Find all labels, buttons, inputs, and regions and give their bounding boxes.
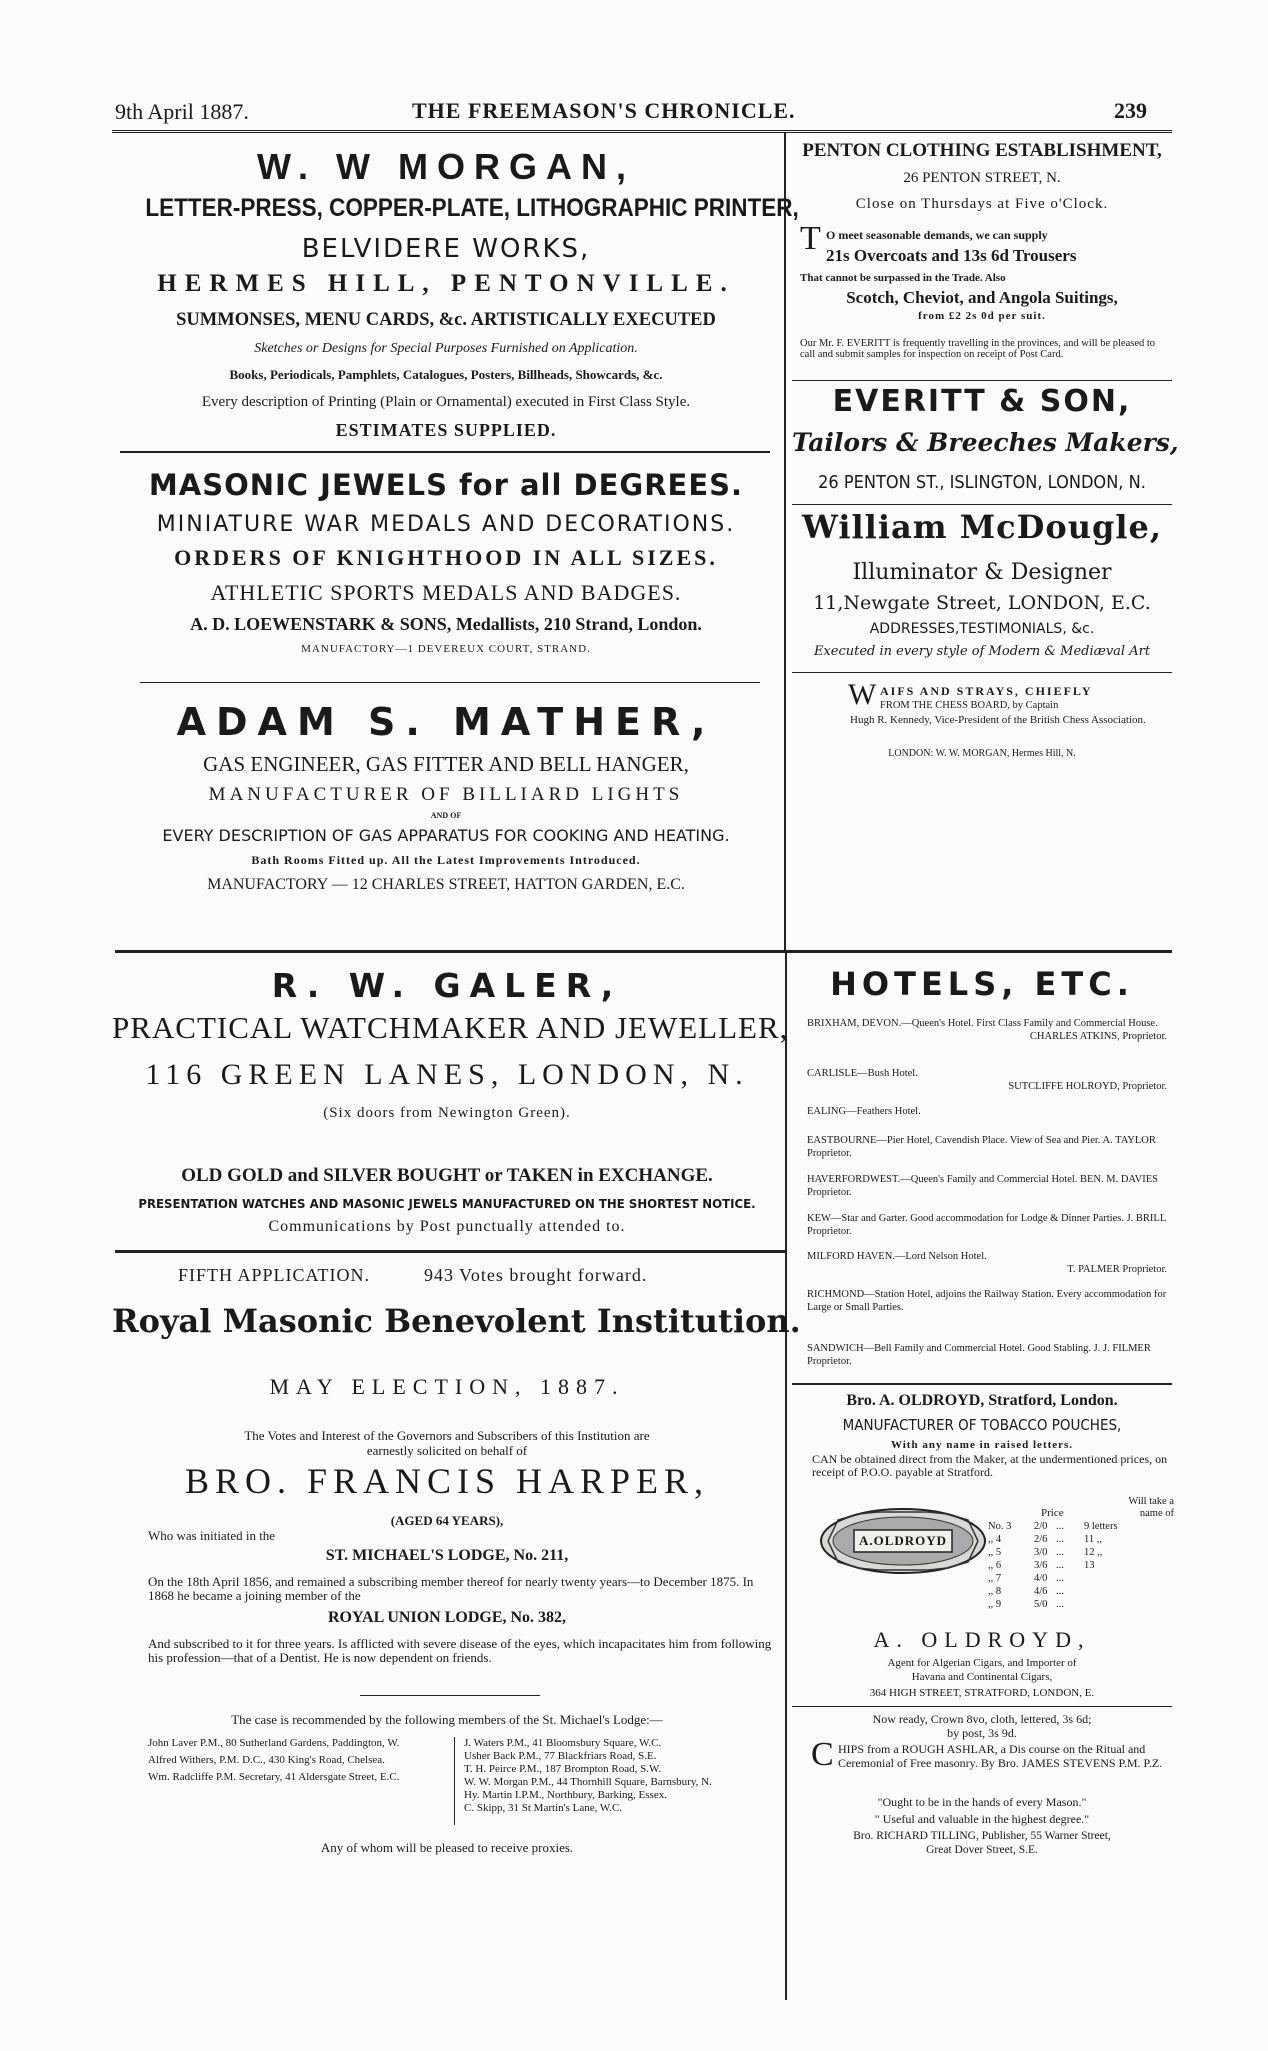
- mcdougle-address: 11,Newgate Street, LONDON, E.C.: [813, 592, 1151, 614]
- morgan-summonses: SUMMONSES, MENU CARDS, &c. ARTISTICALLY EXECUTED: [176, 310, 716, 330]
- penton-from: from £2 2s 0d per suit.: [918, 310, 1046, 322]
- chips-q1: "Ought to be in the hands of every Mason.": [877, 1795, 1087, 1809]
- oldroyd-price-label: Price: [1041, 1507, 1064, 1519]
- jewels-line1: MINIATURE WAR MEDALS AND DECORATIONS.: [156, 512, 736, 537]
- hotel-entry: HAVERFORDWEST.—Queen's Family and Commercial Hotel. BEN. M. DAVIES Proprietor.: [807, 1174, 1158, 1198]
- mather-line3: EVERY DESCRIPTION OF GAS APPARATUS FOR COOKING AND HEATING.: [162, 826, 730, 845]
- mather-line1: GAS ENGINEER, GAS FITTER AND BELL HANGER,: [203, 752, 689, 776]
- rule-election: [360, 1695, 540, 1696]
- chips-text: HIPS from a ROUGH ASHLAR, a Dis course on the Ritual and Ceremonial of Free masonry. By Bro. JAMES STEVENS P.M. P.Z.: [838, 1742, 1163, 1770]
- oldroyd-bro: Bro. A. OLDROYD, Stratford, London.: [846, 1392, 1118, 1409]
- mather-and-of: AND OF: [430, 811, 462, 820]
- penton-meet: O meet seasonable demands, we can supply: [826, 228, 1048, 242]
- election-fifth: FIFTH APPLICATION.: [178, 1265, 371, 1285]
- price-row: ,, 5 3/0 ... 12 ,,: [988, 1547, 1103, 1558]
- jewels-line5: MANUFACTORY—1 DEVEREUX COURT, STRAND.: [301, 643, 591, 655]
- hotel-entry: SANDWICH—Bell Family and Commercial Hotel. Good Stabling. J. J. FILMER Proprietor.: [807, 1343, 1151, 1367]
- hotel-entry: EASTBOURNE—Pier Hotel, Cavendish Place. View of Sea and Pier. A. TAYLOR Proprietor.: [807, 1135, 1156, 1159]
- penton-street: 26 PENTON STREET, N.: [903, 170, 1061, 186]
- price-row: No. 3 2/0 ... 9 letters: [988, 1521, 1118, 1532]
- price-row: ,, 4 2/6 ... 11 ,,: [988, 1534, 1102, 1545]
- waifs-cap: W: [848, 678, 877, 711]
- right-members-list: [464, 1737, 764, 1815]
- election-bro: BRO. FRANCIS HARPER,: [184, 1461, 710, 1501]
- jewels-line4: A. D. LOEWENSTARK & SONS, Medallists, 210 Strand, London.: [190, 614, 702, 634]
- price-row: ,, 8 4/6 ...: [988, 1586, 1064, 1597]
- oldroyd-name: A. OLDROYD,: [873, 1627, 1091, 1652]
- members-divider: [454, 1737, 455, 1825]
- hotel-entry: CARLISLE—Bush Hotel. SUTCLIFFE HOLROYD, Proprietor.: [807, 1068, 1167, 1092]
- mather-line4: Bath Rooms Fitted up. All the Latest Improvements Introduced.: [251, 853, 641, 867]
- mather-line2: MANUFACTURER OF BILLIARD LIGHTS: [208, 784, 684, 805]
- hotel-entry: MILFORD HAVEN.—Lord Nelson Hotel. T. PALMER Proprietor.: [807, 1251, 1167, 1275]
- header-rule: [112, 130, 1172, 133]
- election-lodge2: ROYAL UNION LODGE, No. 382,: [327, 1609, 567, 1626]
- galer-address: 116 GREEN LANES, LONDON, N.: [145, 1058, 749, 1091]
- morgan-sketches: Sketches or Designs for Special Purposes Furnished on Application.: [254, 341, 638, 356]
- member-right: T. H. Peirce P.M., 187 Brompton Road, S.W.: [464, 1763, 662, 1775]
- mather-name: ADAM S. MATHER,: [176, 700, 716, 744]
- election-aged: (AGED 64 YEARS),: [390, 1513, 504, 1528]
- election-may: MAY ELECTION, 1887.: [269, 1374, 625, 1399]
- waifs-line2: FROM THE CHESS BOARD, by Captain: [880, 700, 1059, 711]
- morgan-books: Books, Periodicals, Pamphlets, Catalogues, Posters, Billheads, Showcards, &c.: [229, 367, 663, 382]
- member-left: John Laver P.M., 80 Sutherland Gardens, Paddington, W.: [148, 1737, 400, 1749]
- rule-mcdougle: [792, 672, 1172, 673]
- hotel-entry: KEW—Star and Garter. Good accommodation for Lodge & Dinner Parties. J. BRILL Proprietor.: [807, 1213, 1166, 1237]
- price-table: [988, 1520, 1118, 1611]
- morgan-every: Every description of Printing (Plain or Ornamental) executed in First Class Style.: [201, 394, 691, 410]
- galer-comms: Communications by Post punctually attended to.: [268, 1218, 626, 1235]
- chips-now: Now ready, Crown 8vo, cloth, lettered, 3s 6d;: [872, 1712, 1092, 1726]
- header-page: 239: [1114, 98, 1147, 123]
- hotel-entry: RICHMOND—Station Hotel, adjoins the Railway Station. Every accommodation for Large or Small Parties.: [807, 1289, 1167, 1313]
- galer-gold: OLD GOLD and SILVER BOUGHT or TAKEN in EXCHANGE.: [181, 1165, 713, 1186]
- oldroyd-can: CAN be obtained direct from the Maker, at the undermentioned prices, on receipt of P.O.O. payable at Stratford.: [812, 1452, 1168, 1479]
- chips-cap: C: [811, 1736, 834, 1773]
- morgan-trade: LETTER-PRESS, COPPER-PLATE, LITHOGRAPHIC PRINTER,: [145, 194, 799, 222]
- oldroyd-agent: Agent for Algerian Cigars, and Importer of: [887, 1657, 1077, 1669]
- column-divider-top: [784, 132, 786, 950]
- waifs-london: LONDON: W. W. MORGAN, Hermes Hill, N.: [888, 748, 1076, 759]
- oldroyd-with: With any name in raised letters.: [890, 1439, 1074, 1451]
- election-lodge1: ST. MICHAEL'S LODGE, No. 211,: [325, 1547, 569, 1564]
- hotel-entry: EALING—Feathers Hotel.: [807, 1106, 921, 1117]
- mid-rule-left: [115, 950, 785, 953]
- everitt-tailors: Tailors & Breeches Makers,: [792, 428, 1179, 457]
- morgan-estimates: ESTIMATES SUPPLIED.: [335, 420, 557, 440]
- penton-meet-cap: T: [800, 220, 821, 257]
- rule-hotels: [792, 1383, 1172, 1385]
- waifs-line3: Hugh R. Kennedy, Vice-President of the British Chess Association.: [850, 714, 1146, 726]
- oldroyd-address: 364 HIGH STREET, STRATFORD, LONDON, E.: [869, 1687, 1095, 1699]
- penton-surpassed: That cannot be surpassed in the Trade. Also: [800, 272, 1006, 284]
- jewels-line2: ORDERS OF KNIGHTHOOD IN ALL SIZES.: [174, 545, 718, 570]
- member-left: Alfred Withers, P.M. D.C., 430 King's Road, Chelsea.: [148, 1754, 385, 1766]
- left-members-list: [148, 1737, 448, 1784]
- rule-galer: [115, 1250, 785, 1253]
- galer-trade: PRACTICAL WATCHMAKER AND JEWELLER,: [112, 1010, 789, 1045]
- mcdougle-addresses: ADDRESSES,TESTIMONIALS, &c.: [869, 621, 1095, 637]
- morgan-address: HERMES HILL, PENTONVILLE.: [157, 270, 735, 297]
- oldroyd-manufacturer: MANUFACTURER OF TOBACCO POUCHES,: [842, 1416, 1122, 1434]
- oldroyd-havana: Havana and Continental Cigars,: [911, 1671, 1053, 1683]
- jewels-line3: ATHLETIC SPORTS MEDALS AND BADGES.: [210, 580, 682, 605]
- election-votes: 943 Votes brought forward.: [424, 1265, 648, 1285]
- price-row: ,, 6 3/6 ... 13: [988, 1560, 1095, 1571]
- member-right: Usher Back P.M., 77 Blackfriars Road, S.E.: [464, 1750, 657, 1762]
- mcdougle-trade: Illuminator & Designer: [852, 560, 1112, 585]
- column-divider-bottom: [785, 950, 787, 2000]
- hotel-entry: BRIXHAM, DEVON.—Queen's Hotel. First Class Family and Commercial House. CHARLES ATKINS, Proprietor.: [807, 1018, 1167, 1042]
- member-right: J. Waters P.M., 41 Bloomsbury Square, W.C.: [464, 1737, 662, 1749]
- chips-q2: " Useful and valuable in the highest degree.": [874, 1812, 1090, 1826]
- jewels-title: MASONIC JEWELS for all DEGREES.: [148, 468, 744, 502]
- morgan-name: W. W MORGAN,: [257, 146, 635, 187]
- hotels-title: HOTELS, ETC.: [830, 965, 1134, 1003]
- mather-line5: MANUFACTORY — 12 CHARLES STREET, HATTON GARDEN, E.C.: [207, 876, 685, 893]
- penton-title: PENTON CLOTHING ESTABLISHMENT,: [802, 140, 1162, 161]
- price-row: ,, 7 4/0 ...: [988, 1573, 1064, 1584]
- header-title: THE FREEMASON'S CHRONICLE.: [412, 98, 796, 123]
- chips-post: by post, 3s 9d.: [947, 1726, 1017, 1740]
- member-right: C. Skipp, 31 St Martin's Lane, W.C.: [464, 1802, 623, 1814]
- oldroyd-will-take: Will take a name of: [1128, 1496, 1174, 1519]
- price-row: ,, 9 5/0 ...: [988, 1599, 1064, 1610]
- everitt-name: EVERITT & SON,: [832, 384, 1132, 419]
- galer-presentation: PRESENTATION WATCHES AND MASONIC JEWELS MANUFACTURED ON THE SHORTEST NOTICE.: [138, 1196, 756, 1211]
- waifs-line1: AIFS AND STRAYS, CHIEFLY: [880, 684, 1093, 698]
- chips-great: Great Dover Street, S.E.: [926, 1844, 1038, 1856]
- member-left: Wm. Radcliffe P.M. Secretary, 41 Aldersgate Street, E.C.: [148, 1771, 400, 1783]
- member-right: Hy. Martin I.P.M., Northbury, Barking, Essex.: [464, 1789, 667, 1801]
- rule-penton: [792, 380, 1172, 381]
- rule-everitt: [792, 504, 1172, 505]
- penton-close: Close on Thursdays at Five o'Clock.: [855, 196, 1109, 212]
- election-initiated: Who was initiated in the: [148, 1528, 276, 1543]
- mid-rule-right: [785, 950, 1172, 953]
- chips-bro: Bro. RICHARD TILLING, Publisher, 55 Warner Street,: [853, 1830, 1111, 1842]
- galer-name: R. W. GALER,: [271, 966, 623, 1005]
- galer-doors: (Six doors from Newington Green).: [323, 1105, 571, 1121]
- mcdougle-executed: Executed in every style of Modern & Mediæval Art: [813, 644, 1151, 659]
- header-date: 9th April 1887.: [115, 99, 249, 124]
- penton-scotch: Scotch, Cheviot, and Angola Suitings,: [846, 288, 1118, 307]
- tobacco-pouch-image: [818, 1500, 988, 1582]
- election-para2: And subscribed to it for three years. Is afflicted with severe disease of the eyes, which incapacitates him from following his profession—that of a Dentist. He is now dependent on friends.: [148, 1636, 772, 1665]
- morgan-works: BELVIDERE WORKS,: [301, 234, 591, 264]
- election-intro2: earnestly solicited on behalf of: [366, 1443, 528, 1458]
- election-recommended: The case is recommended by the following members of the St. Michael's Lodge:—: [231, 1712, 663, 1727]
- election-institution: Royal Masonic Benevolent Institution.: [112, 1302, 801, 1340]
- everitt-address: 26 PENTON ST., ISLINGTON, LONDON, N.: [818, 472, 1146, 493]
- penton-overcoats: 21s Overcoats and 13s 6d Trousers: [826, 246, 1077, 265]
- mcdougle-name: William McDougle,: [801, 508, 1163, 546]
- election-para1: On the 18th April 1856, and remained a subscribing member thereof for nearly twenty years—to December 1875. In 1868 he became a joining member of the: [148, 1574, 754, 1603]
- election-intro1: The Votes and Interest of the Governors and Subscribers of this Institution are: [244, 1428, 650, 1443]
- rule-jewels: [140, 682, 760, 683]
- member-right: W. W. Morgan P.M., 44 Thornhill Square, Barnsbury, N.: [464, 1776, 712, 1788]
- rule-oldroyd: [792, 1706, 1172, 1707]
- pouch-label: A.OLDROYD: [858, 1533, 948, 1548]
- election-proxies: Any of whom will be pleased to receive proxies.: [320, 1840, 574, 1855]
- rule-morgan: [120, 451, 770, 453]
- penton-note: Our Mr. F. EVERITT is frequently travelling in the provinces, and will be pleased to call and submit samples for inspection on receipt of Post Card.: [800, 338, 1156, 360]
